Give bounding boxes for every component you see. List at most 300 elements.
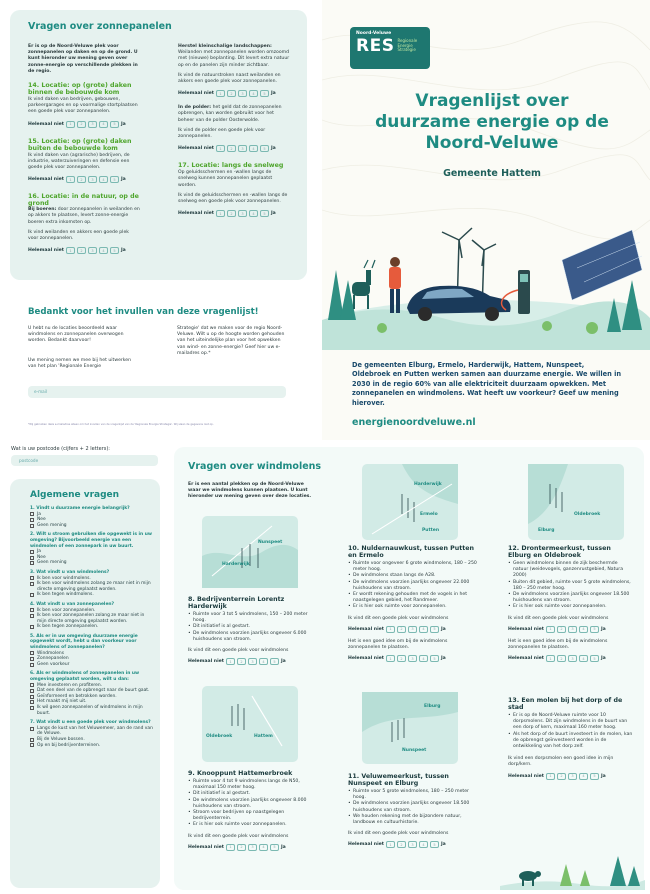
rating-box[interactable]: 4	[99, 176, 108, 183]
loc13-block	[508, 697, 633, 780]
rating-box[interactable]: 1	[386, 626, 395, 633]
map-label: Nunspeet	[258, 540, 283, 545]
rating-box[interactable]: 5	[270, 844, 279, 851]
option-label: Ja	[37, 549, 41, 555]
option-label: Ja	[37, 511, 41, 517]
q7-option[interactable]	[30, 726, 154, 737]
algemeen-content	[30, 490, 154, 748]
loc17-text2: Ik vind de geluidsschermen en -wallen langs de snelweg een goede plek voor zonnepanelen.	[178, 192, 288, 205]
rating-box[interactable]: 3	[568, 773, 577, 780]
bullet: • De windmolens voorzien jaarlijks ongeveer 6.000 huishoudens van stroom.	[188, 631, 313, 643]
bullet: • Buiten dit gebied, ruimte voor 5 grote windmolens, 180 – 250 meter hoog.	[508, 580, 633, 592]
cover-title: Vragenlijst over duurzame energie op de Noord-Veluwe	[375, 91, 609, 153]
rating-high-label: Ja	[120, 121, 126, 127]
rating-box[interactable]: 1	[546, 655, 555, 662]
option-label: Op en bij bedrijventerreinen.	[37, 742, 101, 748]
rating-box[interactable]: 1	[216, 145, 225, 152]
rating-box[interactable]: 2	[397, 655, 406, 662]
rating-box[interactable]: 5	[260, 90, 269, 97]
checkbox[interactable]	[30, 608, 34, 612]
loc15-title: 15. Locatie: op (grote) daken buiten de bebouwde kom	[28, 137, 132, 152]
loc11-title: 11. Veluwemeerkust, tussen Nunspeet en Elburg	[348, 773, 449, 787]
loc9-block	[188, 770, 318, 851]
checkbox[interactable]	[30, 689, 34, 693]
loc15-text: Ik vind daken van (agrarische) bedrijven, de industrie, waterzuiveringen en defensie een goede plek voor zonnepanelen.	[28, 152, 130, 171]
rating-high-label: Ja	[120, 177, 126, 183]
rating-low-label: Helemaal niet	[178, 91, 214, 97]
polder-bold: In de polder:	[178, 105, 212, 111]
rating-box[interactable]: 3	[568, 655, 577, 662]
checkbox[interactable]	[30, 738, 34, 742]
loc12-question2: Het is een goed idee om bij de windmolens zonnepanelen te plaatsen.	[508, 638, 608, 651]
rating-low-label: Helemaal niet	[508, 773, 544, 779]
map-label: Ermelo	[420, 512, 438, 517]
thanks-title: Bedankt voor het invullen van deze vragenlijst!	[28, 307, 259, 317]
rating-box[interactable]: 3	[408, 841, 417, 848]
herstel-text2: Ik vind de natuurstroken naast weilanden en akkers een goede plek voor zonnepanelen.	[178, 72, 281, 85]
rating-high-label: Ja	[440, 842, 446, 848]
option-label: Nee	[37, 554, 46, 560]
option-label: Geïnformeerd en betrokken worden.	[37, 693, 117, 699]
rating-high-label: Ja	[120, 248, 126, 254]
rating-8[interactable]	[188, 658, 313, 665]
checkbox[interactable]	[30, 663, 34, 667]
cover-url[interactable]: energienoordveluwe.nl	[352, 417, 476, 428]
email-placeholder: e-mail	[34, 389, 48, 394]
bullet: • We houden rekening met de bijzondere natuur, landbouw en cultuurhistorie.	[348, 814, 478, 826]
loc8-block	[188, 596, 313, 665]
rating-high-label: Ja	[600, 656, 606, 662]
rating-low-label: Helemaal niet	[508, 626, 544, 632]
bullet: • Er is op de Noord-Veluwe ruimte voor 10 dorpsmolens. Dit zijn windmolens in de buurt van een dorp of kern, maximaal 160 meter hoog.	[508, 713, 633, 732]
loc10-title: 10. Nuldernauwkust, tussen Putten en Ermelo	[348, 545, 474, 559]
rating-high-label: Ja	[440, 656, 446, 662]
loc13-title: 13. Een molen bij het dorp of de stad	[508, 697, 623, 711]
checkbox[interactable]	[30, 706, 34, 710]
checkbox[interactable]	[30, 683, 34, 687]
rating-low-label: Helemaal niet	[188, 844, 224, 850]
option-label: Geen voorkeur	[37, 661, 70, 667]
option-label: Ik ben tegen zonnepanelen.	[37, 624, 99, 630]
rating-box[interactable]: 5	[260, 210, 269, 217]
map-loc11-svg	[362, 692, 458, 764]
rating-box[interactable]: 2	[397, 841, 406, 848]
q4: 4. Wat vindt u van zonnepanelen?	[30, 601, 115, 607]
checkbox[interactable]	[30, 582, 34, 586]
rating-box[interactable]: 2	[227, 90, 236, 97]
loc16-title: 16. Locatie: in de natuur, op de grond	[28, 193, 139, 208]
checkbox[interactable]	[30, 561, 34, 565]
checkbox[interactable]	[30, 556, 34, 560]
rating-box[interactable]: 1	[66, 121, 75, 128]
q7: 7. Wat vindt u een goede plek voor windmolens?	[30, 720, 151, 726]
rating-box[interactable]: 1	[216, 210, 225, 217]
bullet: • Er is hier ook ruimte voor zonnepanelen.	[188, 822, 318, 828]
rating-box[interactable]: 4	[249, 90, 258, 97]
rating-low-label: Helemaal niet	[348, 626, 384, 632]
loc12-question: Ik vind dit een goede plek voor windmolens	[508, 615, 609, 621]
rating-box[interactable]: 3	[568, 626, 577, 633]
rating-box[interactable]: 3	[238, 145, 247, 152]
loc16-text	[28, 207, 140, 226]
checkbox[interactable]	[30, 700, 34, 704]
option-label: Ik ben voor zonnepanelen zolang ze maar niet in mijn directe omgeving geplaatst worden.	[37, 613, 145, 624]
option-label: Langs de kust van het Veluwemeer, aan de rand van de Veluwe.	[37, 725, 153, 737]
logo-sub2: Energie	[397, 42, 413, 48]
rating-box[interactable]: 1	[66, 176, 75, 183]
rating-herstel[interactable]	[178, 90, 290, 97]
checkbox[interactable]	[30, 524, 34, 528]
rating-box[interactable]: 1	[226, 844, 235, 851]
rating-box[interactable]: 5	[260, 145, 269, 152]
rating-high-label: Ja	[440, 626, 446, 632]
rating-15[interactable]	[28, 176, 140, 183]
map-label: Putten	[422, 528, 440, 533]
cover-subtitle: Gemeente Hattem	[443, 168, 541, 179]
map-loc10	[362, 464, 458, 540]
rating-box[interactable]: 5	[590, 626, 599, 633]
logo-res-text: RES	[356, 36, 395, 56]
loc12-bullets	[508, 561, 633, 611]
thanks-footnote: *Wij gebruiken deze e-mailadres alleen om het invullen van de vragenlijst van de 'Regionale Energie Strategie'. Wij slaan de gegevens niet op.	[28, 423, 214, 426]
q6: 6. Als er windmolens of zonnepanelen in uw omgeving geplaatst worden, wilt u dan:	[30, 671, 140, 683]
checkbox[interactable]	[30, 695, 34, 699]
rating-box[interactable]: 5	[430, 655, 439, 662]
option-label: Ik ben voor zonnepanelen.	[37, 607, 96, 613]
loc17-text: Op geluidsschermen en -wallen langs de snelweg kunnen zonnepanelen geplaatst worden.	[178, 170, 273, 188]
rating-box[interactable]: 3	[238, 90, 247, 97]
option-label: Ik ben tegen windmolens.	[37, 592, 94, 598]
bullet: • Ruimte voor 5 grote windmolens, 180 – 250 meter hoog.	[348, 789, 478, 801]
rating-box[interactable]: 5	[590, 655, 599, 662]
rating-box[interactable]: 3	[408, 655, 417, 662]
zon-intro: Er is op de Noord-Veluwe plek voor zonnepanelen op daken en op de grond. U kunt hieronder uw mening geven over zonne-energie op verschillende plekken in de regio.	[28, 44, 138, 74]
map-loc11	[362, 692, 458, 764]
map-label: Elburg	[424, 704, 441, 709]
loc12-block	[508, 545, 633, 662]
option-label: Nee	[37, 517, 46, 523]
bullet: • Stroom voor bedrijven op naastgelegen bedrijventerrein.	[188, 810, 318, 822]
zon-col-right	[178, 44, 290, 217]
bullet: • Ruimte voor 3 tot 5 windmolens, 150 – 200 meter hoog.	[188, 612, 313, 624]
map-label: Hattem	[254, 734, 273, 739]
option-label: Bij de Veluwe bossen.	[37, 736, 85, 742]
rating-11[interactable]	[348, 841, 478, 848]
bullet: • Als het dorp of de buurt investeert in de molen, kan de opbrengst geïnvesteerd worden in de ontwikkeling van het dorp zelf.	[508, 732, 633, 751]
rating-high-label: Ja	[600, 773, 606, 779]
q4-option[interactable]	[30, 624, 154, 630]
q2: 2. Wilt u stroom gebruiken die opgewekt is in uw omgeving? Bijvoorbeeld energie van een windmolen of een zonnepark in uw buurt.	[30, 532, 152, 549]
option-label: Zonnepanelen	[37, 656, 69, 662]
loc14-title: 14. Locatie: op (grote) daken binnen de bebouwde kom	[28, 82, 132, 97]
rating-box[interactable]: 4	[579, 773, 588, 780]
q2-option[interactable]	[30, 560, 154, 566]
rating-box[interactable]: 4	[419, 841, 428, 848]
q5-options	[30, 651, 154, 668]
rating-box[interactable]: 4	[419, 626, 428, 633]
rating-box[interactable]: 2	[227, 210, 236, 217]
rating-box[interactable]: 5	[270, 658, 279, 665]
postcode-label: Wat is uw postcode (cijfers + 2 letters):	[11, 446, 110, 452]
rating-box[interactable]: 2	[77, 176, 86, 183]
q4-option[interactable]	[30, 613, 154, 624]
rating-box[interactable]: 5	[110, 176, 119, 183]
rating-box[interactable]: 4	[259, 658, 268, 665]
bullet: • De windmolens voorzien jaarlijks ongeveer 8.000 huishoudens van stroom.	[188, 798, 318, 810]
loc10-bullets	[348, 561, 478, 611]
q1-options	[30, 512, 154, 529]
thanks-p3: Strategie' dat we maken voor de regio Noord-Veluwe. Wilt u op de hoogte worden gehouden van het uiteindelijke plan voor het opwekken van wind- en zonne-energie? Geef hier uw e-mailadres op.*	[177, 326, 285, 356]
q3: 3. Wat vindt u van windmolens?	[30, 569, 110, 575]
option-label: Geen mening	[37, 522, 67, 528]
q1-option[interactable]	[30, 523, 154, 529]
email-input[interactable]	[28, 386, 286, 398]
bullet: • Ruimte voor 4 tot 9 windmolens langs de N50, maximaal 150 meter hoog.	[188, 779, 318, 791]
rating-box[interactable]: 4	[99, 121, 108, 128]
loc12-title: 12. Drontermeerkust, tussen Elburg en Oldebroek	[508, 545, 611, 559]
rating-box[interactable]: 4	[579, 655, 588, 662]
checkbox[interactable]	[30, 593, 34, 597]
rating-box[interactable]: 2	[77, 247, 86, 254]
map-label: Elburg	[538, 528, 555, 533]
thanks-p1: U hebt nu de locaties beoordeeld waar windmolens en zonnepanelen overwogen worden. Bedankt daarvoor!	[28, 326, 124, 344]
rating-box[interactable]: 5	[110, 247, 119, 254]
bullet: • De windmolens voorzien jaarlijks ongeveer 18.500 huishoudens van stroom.	[348, 801, 478, 813]
bullet: • De windmolens voorzien jaarlijks ongeveer 22.000 huishoudens van stroom.	[348, 580, 478, 592]
loc16-text2: Ik vind weilanden en akkers een goede plek voor zonnepanelen.	[28, 229, 129, 242]
rating-box[interactable]: 1	[66, 247, 75, 254]
loc14-text: Ik vind daken van bedrijven, gebouwen, parkeergarages en op voormalige stortplaatsen een goede plek voor zonnepanelen.	[28, 97, 138, 115]
loc8-question: Ik vind dit een goede plek voor windmolens	[188, 648, 289, 654]
rating-9[interactable]	[188, 844, 318, 851]
rating-box[interactable]: 3	[88, 121, 97, 128]
checkbox[interactable]	[30, 743, 34, 747]
map-label: Harderwijk	[222, 562, 250, 567]
rating-box[interactable]: 3	[248, 658, 257, 665]
rating-box[interactable]: 1	[546, 773, 555, 780]
rating-box[interactable]: 3	[88, 176, 97, 183]
q4-options	[30, 608, 154, 630]
map-label: Harderwijk	[414, 482, 442, 487]
loc9-bullets	[188, 779, 318, 829]
rating-low-label: Helemaal niet	[28, 248, 64, 254]
q7-options	[30, 726, 154, 748]
postcode-placeholder: postcode	[19, 458, 39, 463]
animals-silhouette	[500, 850, 645, 890]
bullet: • Er is hier ook ruimte voor zonnepanelen.	[508, 604, 633, 610]
loc17-title: 17. Locatie: langs de snelweg	[178, 162, 284, 170]
rating-box[interactable]: 3	[408, 626, 417, 633]
map-label: Nunspeet	[402, 748, 427, 753]
bullet: • Geen windmolens binnen de zijk beschermde natuur (weidevogels, ganzenrustgebied, Natura 2000)	[508, 561, 633, 580]
zon-col-left	[28, 44, 140, 254]
polder-body: het geld dat de zonnepanelen opbrengen, kan worden gebruikt voor het beheer van de polder Oosterwolde.	[178, 105, 282, 123]
checkbox[interactable]	[30, 518, 34, 522]
rating-13[interactable]	[508, 773, 633, 780]
loc11-question: Ik vind dit een goede plek voor windmolens	[348, 831, 449, 837]
loc8-bullets	[188, 612, 313, 643]
postcode-input[interactable]	[11, 455, 158, 466]
q7-option[interactable]	[30, 743, 154, 749]
rating-box[interactable]: 5	[590, 773, 599, 780]
q3-options	[30, 576, 154, 598]
polder-text2: Ik vind de polder een goede plek voor zonnepanelen.	[178, 127, 266, 140]
rating-box[interactable]: 4	[419, 655, 428, 662]
thanks-p2: Uw mening nemen we mee bij het uitwerken van het plan 'Regionale Energie	[28, 358, 132, 370]
rating-box[interactable]: 4	[249, 210, 258, 217]
map-loc8	[202, 516, 298, 588]
cover-illustration	[322, 200, 650, 350]
rating-box[interactable]: 3	[238, 210, 247, 217]
zonnepanelen-title: Vragen over zonnepanelen	[28, 21, 172, 32]
rating-high-label: Ja	[270, 211, 276, 217]
cover-body: De gemeenten Elburg, Ermelo, Harderwijk, Hattem, Nunspeet, Oldebroek en Putten werken samen aan duurzame energie. We willen in 2030 in de regio 60% van alle elektriciteit duurzaam opwekken. Met zonnepanelen en windmolens. Wat heeft uw voorkeur? Geef uw mening hierover.	[352, 361, 622, 407]
bullet: • Er wordt rekening gehouden met de vogels in het naastgelegen gebied, het Randmeer.	[348, 592, 478, 604]
rating-high-label: Ja	[280, 659, 286, 665]
loc16-body: door zonnepanelen in weilanden en op akkers te plaatsen, levert zonne-energie boeren extra inkomsten op.	[28, 207, 140, 225]
option-label: Dat een deel van de opbrengst naar de buurt gaat.	[37, 688, 150, 694]
rating-low-label: Helemaal niet	[348, 656, 384, 662]
q5-option[interactable]	[30, 662, 154, 668]
option-label: Ik wil geen zonnepanelen of windmolens in mijn buurt.	[37, 705, 143, 716]
windmolens-intro: Er is een aantal plekken op de Noord-Veluwe waar we windmolens kunnen plaatsen. U kunt hieronder uw mening geven over deze locaties.	[188, 482, 312, 500]
rating-box[interactable]: 1	[216, 90, 225, 97]
polder-text	[178, 105, 290, 124]
rating-low-label: Helemaal niet	[28, 121, 64, 127]
cover	[322, 0, 650, 440]
checkbox[interactable]	[30, 512, 34, 516]
algemeen-title: Algemene vragen	[30, 490, 120, 500]
rating-17[interactable]	[178, 210, 290, 217]
rating-box[interactable]: 1	[546, 626, 555, 633]
rating-box[interactable]: 3	[88, 247, 97, 254]
rating-box[interactable]: 2	[237, 658, 246, 665]
option-label: Mee investeren en profiteren.	[37, 682, 103, 688]
map-loc9-svg	[202, 686, 298, 762]
rating-box[interactable]: 4	[259, 844, 268, 851]
option-label: Windmolens	[37, 650, 64, 656]
option-label: Ik ben voor windmolens.	[37, 575, 91, 581]
checkbox[interactable]	[30, 625, 34, 629]
bullet: • Er is hier ook ruimte voor zonnepanelen.	[348, 604, 478, 610]
rating-box[interactable]: 2	[77, 121, 86, 128]
rating-box[interactable]: 5	[430, 841, 439, 848]
checkbox[interactable]	[30, 614, 34, 618]
rating-box[interactable]: 4	[579, 626, 588, 633]
res-logo	[350, 27, 430, 69]
rating-low-label: Helemaal niet	[188, 659, 224, 665]
logo-top-text: Noord-Veluwe	[356, 31, 392, 36]
loc11-bullets	[348, 789, 478, 826]
option-label: Het maakt mij niet uit.	[37, 699, 87, 705]
logo-sub3: Strategie	[397, 47, 416, 53]
rating-low-label: Helemaal niet	[508, 656, 544, 662]
loc13-bullets	[508, 713, 633, 750]
rating-box[interactable]: 2	[557, 773, 566, 780]
loc9-question: Ik vind dit een goede plek voor windmolens	[188, 833, 289, 839]
rating-low-label: Helemaal niet	[348, 842, 384, 848]
map-loc8-svg	[202, 516, 298, 588]
bullet: • De windmolens staan langs de A28.	[348, 573, 478, 579]
map-label: Oldebroek	[574, 512, 601, 517]
option-label: Ik ben voor windmolens zolang ze maar niet in mijn directe omgeving geplaatst worden.	[37, 581, 151, 592]
q6-option[interactable]	[30, 705, 154, 716]
rating-high-label: Ja	[270, 91, 276, 97]
loc13-question: Ik vind een dorpsmolen een goed idee in mijn dorp/kern.	[508, 756, 614, 768]
herstel-text	[178, 44, 290, 69]
rating-box[interactable]: 4	[249, 145, 258, 152]
q3-option[interactable]	[30, 592, 154, 598]
checkbox[interactable]	[30, 576, 34, 580]
zonnepanelen-panel	[10, 10, 307, 280]
rating-high-label: Ja	[280, 844, 286, 850]
checkbox[interactable]	[30, 550, 34, 554]
rating-12b[interactable]	[508, 655, 633, 662]
rating-box[interactable]: 1	[386, 655, 395, 662]
loc10-question2: Het is een goed idee om bij de windmolens zonnepanelen te plaatsen.	[348, 638, 448, 651]
rating-box[interactable]: 3	[248, 844, 257, 851]
map-loc10-svg	[362, 464, 458, 540]
q6-options	[30, 683, 154, 717]
rating-14[interactable]	[28, 121, 140, 128]
loc8-title: 8. Bedrijventerrein Lorentz Harderwijk	[188, 596, 285, 610]
herstel-body: Weilanden met zonnepanelen worden omzoomd met (nieuwe) beplanting. Dit levert extra natuur op en de panelen zijn minder zichtbaar.	[178, 50, 290, 68]
rating-16[interactable]	[28, 247, 140, 254]
bullet: • Dit initiatief is al gestart.	[188, 624, 313, 630]
herstel-bold: Herstel kleinschalige landschappen:	[178, 44, 272, 49]
rating-box[interactable]: 1	[386, 841, 395, 848]
rating-box[interactable]: 5	[430, 626, 439, 633]
rating-high-label: Ja	[600, 626, 606, 632]
logo-sub1: Regionale	[397, 37, 418, 43]
loc16-bold: Bij boeren:	[28, 207, 57, 213]
bullet: • De windmolens voorzien jaarlijks ongeveer 18.500 huishoudens van stroom.	[508, 592, 633, 604]
rating-low-label: Helemaal niet	[28, 177, 64, 183]
rating-polder[interactable]	[178, 145, 290, 152]
q1: 1. Vindt u duurzame energie belangrijk?	[30, 506, 130, 511]
loc9-title: 9. Knooppunt Hattemerbroek	[188, 770, 293, 777]
loc10-block	[348, 545, 478, 662]
rating-low-label: Helemaal niet	[178, 211, 214, 217]
map-loc9	[202, 686, 298, 762]
rating-box[interactable]: 2	[397, 626, 406, 633]
rating-10b[interactable]	[348, 655, 478, 662]
rating-12[interactable]	[508, 626, 633, 633]
q2-options	[30, 549, 154, 566]
checkbox[interactable]	[30, 651, 34, 655]
loc11-block	[348, 773, 478, 848]
q3-option[interactable]	[30, 581, 154, 592]
rating-box[interactable]: 2	[557, 626, 566, 633]
rating-10[interactable]	[348, 626, 478, 633]
rating-high-label: Ja	[270, 146, 276, 152]
map-loc12	[528, 464, 624, 540]
bullet: • Dit initiatief is al gestart.	[188, 791, 318, 797]
checkbox[interactable]	[30, 727, 34, 731]
map-label: Oldebroek	[206, 734, 233, 739]
rating-low-label: Helemaal niet	[178, 146, 214, 152]
rating-box[interactable]: 5	[110, 121, 119, 128]
rating-box[interactable]: 2	[557, 655, 566, 662]
rating-box[interactable]: 4	[99, 247, 108, 254]
checkbox[interactable]	[30, 657, 34, 661]
loc10-question: Ik vind dit een goede plek voor windmolens	[348, 615, 449, 621]
rating-box[interactable]: 2	[227, 145, 236, 152]
bullet: • Ruimte voor ongeveer 6 grote windmolens, 180 – 250 meter hoog.	[348, 561, 478, 573]
rating-box[interactable]: 2	[237, 844, 246, 851]
rating-box[interactable]: 1	[226, 658, 235, 665]
option-label: Geen mening	[37, 560, 67, 566]
